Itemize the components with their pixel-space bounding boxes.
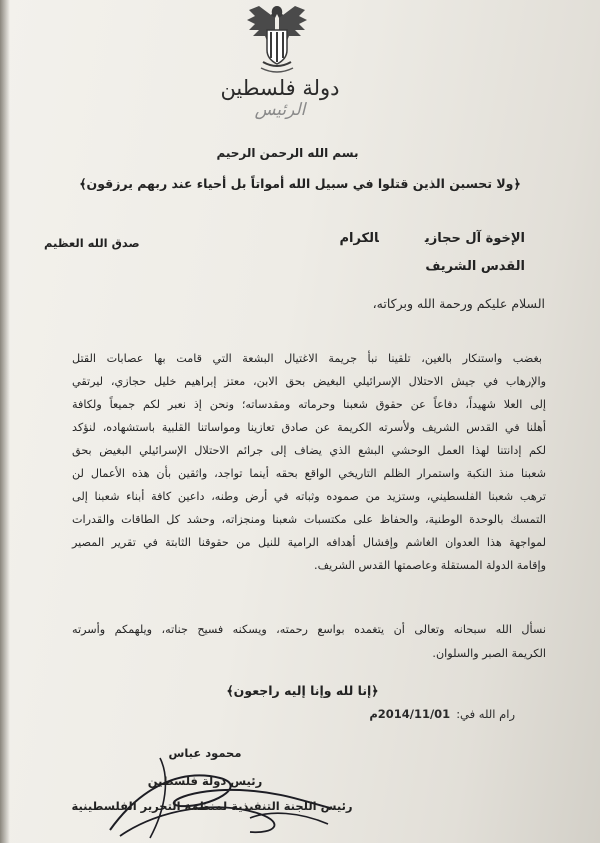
recipient-name: الإخوة آل حجازي [424, 231, 525, 246]
greeting: السلام عليكم ورحمة الله وبركاته، [372, 296, 545, 311]
signer-title-plo: رئيس اللجنة التنفيذية لمنظمة التحرير الفلسطينية [71, 799, 353, 813]
prayer-line: نسأل الله سبحانه وتعالى أن يتغمده بواسع رحمته، ويسكنه فسيح جناته، ويلهمكم وأسرته [72, 623, 546, 636]
handwritten-signature-icon [100, 748, 340, 843]
recipient-line [330, 231, 525, 246]
recipient-honorific: الكرام [339, 231, 379, 246]
letterhead-president: الرئيس [254, 100, 306, 120]
eagle-emblem-icon [245, 0, 309, 78]
place-label: رام الله في: [456, 707, 515, 721]
prayer-line: الكريمة الصبر والسلوان. [432, 647, 546, 660]
page-edge-shadow [0, 0, 10, 843]
body-line: ترهب شعبنا الفلسطيني، وستزيد من صموده وثباته في أرض وطنه، داعين كافة أبناء شعبنا إلى [72, 490, 546, 503]
verse-closing: صدق الله العظيم [44, 236, 140, 250]
closing-verse: ﴿إنا لله وإنا إليه راجعون﴾ [226, 683, 379, 698]
body-line: التمسك بالوحدة الوطنية، والحفاظ على مكتسبات شعبنا ومنجزاته، وحشد كل الطاقات والقدرات [72, 513, 546, 526]
signer-name: محمود عباس [168, 746, 242, 760]
body-line: لكم إدانتنا لهذا العمل الوحشي البشع الذي يضاف إلى جرائم الاحتلال الإسرائيلي البغيض بحق [72, 444, 546, 457]
prayer-paragraph [72, 618, 546, 666]
body-line: لمواجهة هذا العدوان الغاشم وإفشال أهدافه الرامية للنيل من حقوقنا الثابتة في تقرير المصير [72, 536, 546, 549]
letter-body [72, 347, 546, 577]
body-line: إلى العلا شهيداً، دفاعاً عن حقوق شعبنا وحرماته ومقدساته؛ ونحن إذ نعبر لكم جميعاً ولكافة [72, 398, 546, 411]
body-line: بغضب واستنكار بالغين، تلقينا نبأ جريمة الاغتيال البشعة التي قامت بها عصابات القتل [72, 352, 542, 365]
body-line: شعبنا منذ النكبة واستمرار الظلم التاريخي الواقع بحقه أينما تواجد، واثقين بأن هذه الأعمال لن [72, 467, 546, 480]
recipient-city: القدس الشريف [425, 259, 525, 274]
body-line: وإقامة الدولة المستقلة وعاصمتها القدس الشريف. [314, 559, 546, 572]
letter-date: 2014/11/01م [369, 707, 451, 721]
letterhead-state-name: دولة فلسطين [220, 76, 340, 100]
bismillah-heading: بسم الله الرحمن الرحيم [216, 146, 359, 160]
place-date [235, 707, 515, 721]
body-line: أهلنا في القدس الشريف ولأسرته الكريمة عن صادق تعازينا ومواساتنا القلبية باستشهاده، لنؤكد [72, 421, 546, 434]
signer-title-president: رئيس دولة فلسطين [147, 774, 263, 788]
quran-verse: ﴿ولا تحسبن الذين قتلوا في سبيل الله أمواتاً بل أحياء عند ربهم يرزقون﴾ [79, 176, 521, 191]
body-line: والإرهاب في جيش الاحتلال الإسرائيلي البغيض بحق الابن، معتز إبراهيم خليل حجازي، ليرتقي [72, 375, 546, 388]
